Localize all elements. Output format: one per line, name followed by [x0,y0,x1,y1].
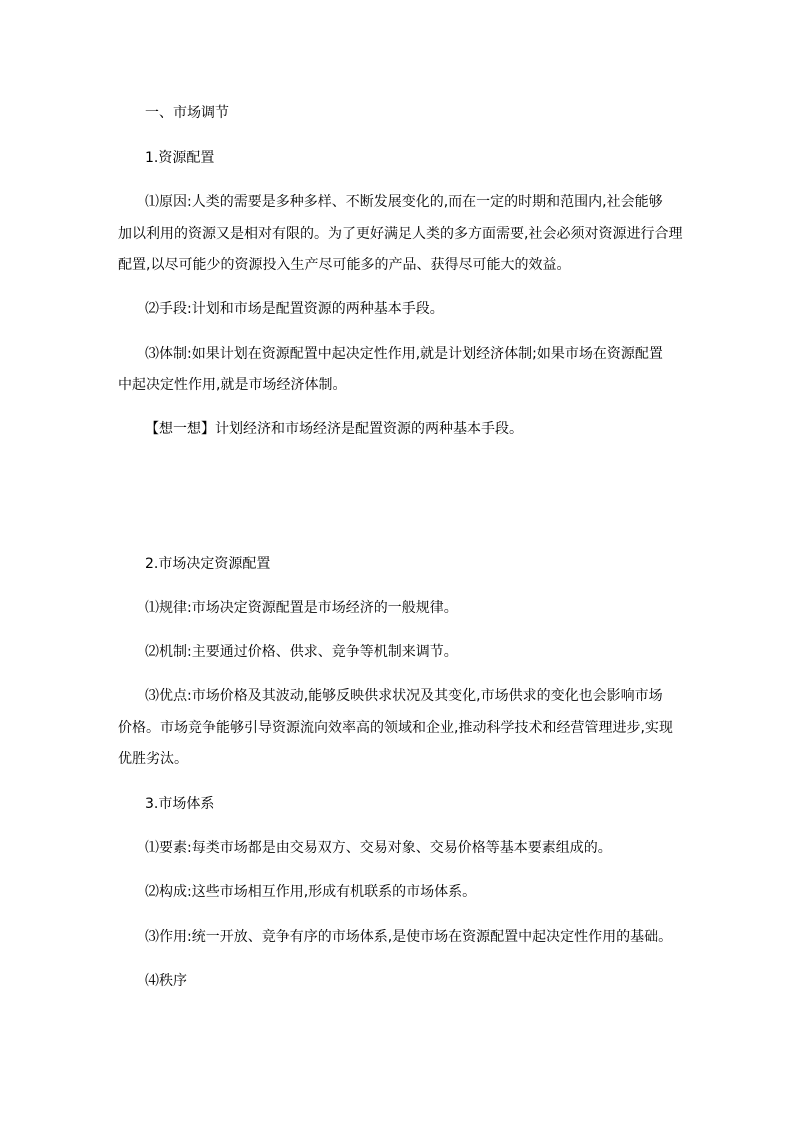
paragraph-law: ⑴规律:市场决定资源配置是市场经济的一般规律。 [145,600,458,616]
heading-market-system: 3.市场体系 [145,796,215,812]
paragraph-function: ⑶作用:统一开放、竞争有序的市场体系,是使市场在资源配置中起决定性作用的基础。 [145,929,673,945]
paragraph-order: ⑷秩序 [145,973,187,989]
paragraph-system-line-2: 中起决定性作用,就是市场经济体制。 [118,377,347,393]
section-title: 一、市场调节 [145,105,229,121]
heading-resource-allocation: 1.资源配置 [145,150,215,166]
paragraph-advantage-line-1: ⑶优点:市场价格及其波动,能够反映供求状况及其变化,市场供求的变化也会影响市场 [145,688,663,704]
think-note: 【想一想】计划经济和市场经济是配置资源的两种基本手段。 [145,421,523,437]
paragraph-reason-line-3: 配置,以尽可能少的资源投入生产尽可能多的产品、获得尽可能大的效益。 [118,257,571,273]
heading-market-decides: 2.市场决定资源配置 [145,556,271,572]
paragraph-advantage-line-2: 价格。市场竞争能够引导资源流向效率高的领域和企业,推动科学技术和经营管理进步,实现 [118,720,673,736]
paragraph-system-line-1: ⑶体制:如果计划在资源配置中起决定性作用,就是计划经济体制;如果市场在资源配置 [145,346,663,362]
paragraph-reason-line-1: ⑴原因:人类的需要是多种多样、不断发展变化的,而在一定的时期和范围内,社会能够 [145,194,663,210]
paragraph-mechanism: ⑵机制:主要通过价格、供求、竞争等机制来调节。 [145,644,458,660]
paragraph-elements: ⑴要素:每类市场都是由交易双方、交易对象、交易价格等基本要素组成的。 [145,840,612,856]
paragraph-composition: ⑵构成:这些市场相互作用,形成有机联系的市场体系。 [145,884,477,900]
paragraph-reason-line-2: 加以利用的资源又是相对有限的。为了更好满足人类的多方面需要,社会必须对资源进行合理 [118,226,683,242]
paragraph-means: ⑵手段:计划和市场是配置资源的两种基本手段。 [145,301,444,317]
paragraph-advantage-line-3: 优胜劣汰。 [118,751,188,767]
